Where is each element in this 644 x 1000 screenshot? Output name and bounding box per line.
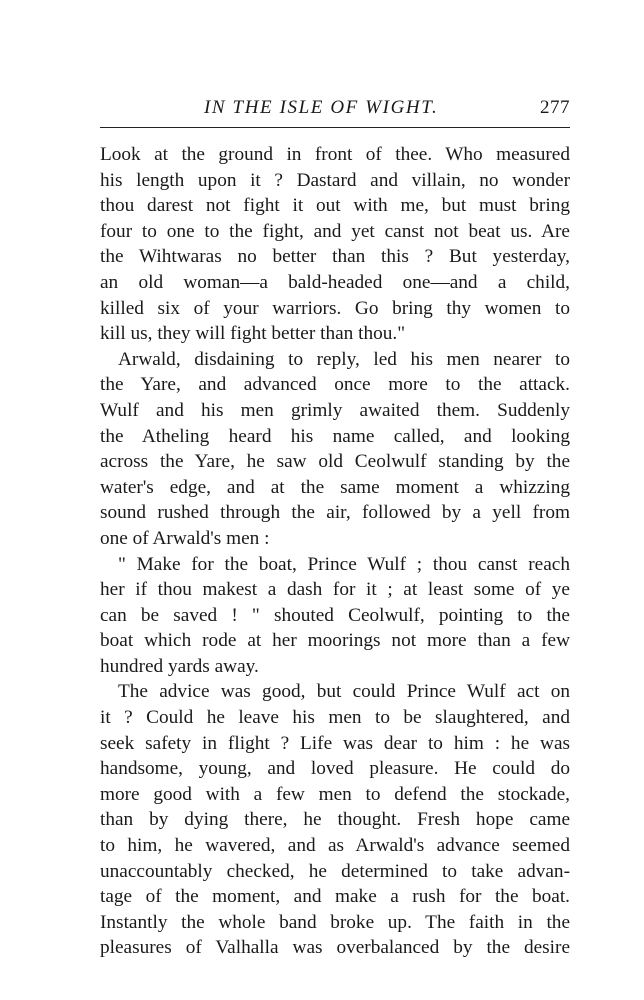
text-line: one of Arwald's men :: [100, 527, 270, 549]
text-line: handsome, young, and loved pleasure. He could do: [100, 758, 570, 780]
text-line: kill us, they will fight better than thou.": [100, 323, 406, 345]
paragraph-start-line: The advice was good, but could Prince Wulf act on: [118, 681, 570, 703]
text-line: unaccountably checked, he determined to take advan-: [100, 860, 570, 882]
text-line: the Wihtwaras no better than this ? But yesterday,: [100, 246, 570, 268]
text-line: seek safety in flight ? Life was dear to him : he was: [100, 732, 570, 754]
body-text: [100, 142, 570, 961]
text-line: boat which rode at her moorings not more than a few: [100, 630, 570, 652]
text-line: to him, he wavered, and as Arwald's advance seemed: [100, 835, 570, 857]
text-line: his length upon it ? Dastard and villain, no wonder: [100, 169, 570, 191]
text-line: Instantly the whole band broke up. The faith in the: [100, 911, 570, 933]
text-line: the Yare, and advanced once more to the attack.: [100, 374, 570, 396]
text-line: more good with a few men to defend the stockade,: [100, 783, 570, 805]
text-line: her if thou makest a dash for it ; at least some of ye: [100, 579, 570, 601]
text-line: Wulf and his men grimly awaited them. Suddenly: [100, 399, 570, 421]
text-line: water's edge, and at the same moment a whizzing: [100, 476, 570, 498]
text-line: Look at the ground in front of thee. Who measured: [100, 144, 570, 165]
text-line: the Atheling heard his name called, and looking: [100, 425, 570, 447]
running-title: IN THE ISLE OF WIGHT.: [204, 97, 439, 118]
text-line: thou darest not fight it out with me, but must bring: [100, 195, 570, 217]
text-line: killed six of your warriors. Go bring thy women to: [100, 297, 570, 319]
text-line: pleasures of Valhalla was overbalanced by the desire: [100, 937, 570, 959]
header-rule: [100, 127, 570, 128]
text-line: across the Yare, he saw old Ceolwulf standing by the: [100, 451, 570, 473]
text-line: an old woman—a bald-headed one—and a child,: [100, 271, 570, 293]
text-line: than by dying there, he thought. Fresh hope came: [100, 809, 570, 831]
text-line: hundred yards away.: [100, 655, 259, 677]
paragraph-start-line: Arwald, disdaining to reply, led his men nearer to: [118, 348, 570, 370]
page-number: 277: [540, 97, 570, 118]
text-line: it ? Could he leave his men to be slaughtered, and: [100, 707, 570, 729]
running-head: [100, 97, 570, 123]
text-line: sound rushed through the air, followed by a yell from: [100, 502, 570, 524]
text-line: can be saved ! " shouted Ceolwulf, pointing to the: [100, 604, 570, 626]
text-line: tage of the moment, and make a rush for the boat.: [100, 886, 570, 908]
text-line: four to one to the fight, and yet canst not beat us. Are: [100, 220, 570, 242]
paragraph-start-line: " Make for the boat, Prince Wulf ; thou canst reach: [118, 553, 570, 575]
